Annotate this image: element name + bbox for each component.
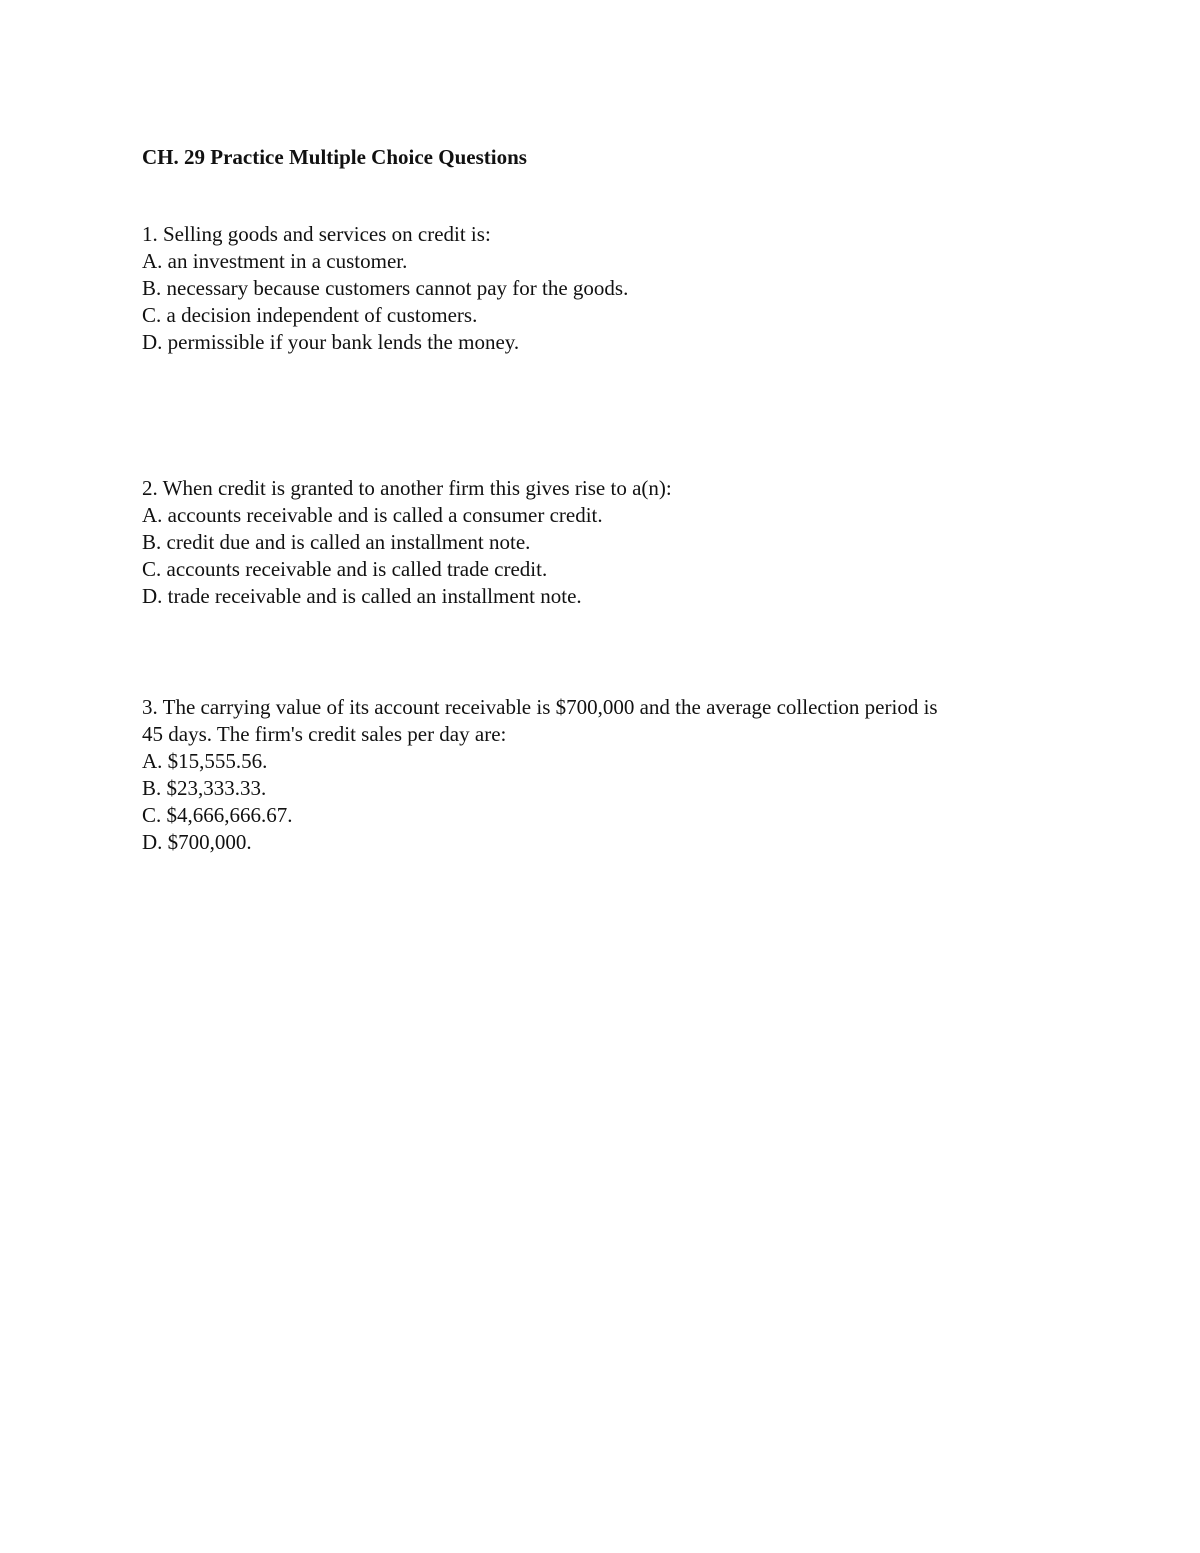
option-a: A. an investment in a customer. — [142, 249, 408, 273]
option-d: D. permissible if your bank lends the money. — [142, 330, 520, 354]
option-b: B. necessary because customers cannot pay for the goods. — [142, 276, 629, 300]
question-stem: 2. When credit is granted to another firm this gives rise to a(n): — [142, 476, 672, 500]
option-a: A. accounts receivable and is called a consumer credit. — [142, 503, 603, 527]
option-d: D. $700,000. — [142, 830, 252, 854]
option-c: C. $4,666,666.67. — [142, 803, 293, 827]
question-stem-line-2: 45 days. The firm's credit sales per day are: — [142, 722, 507, 746]
question-stem-line-1: 3. The carrying value of its account receivable is $700,000 and the average collection period is — [142, 695, 938, 719]
question-2 — [142, 475, 1042, 610]
question-stem: 1. Selling goods and services on credit is: — [142, 222, 491, 246]
option-a: A. $15,555.56. — [142, 749, 268, 773]
question-3 — [142, 694, 1042, 856]
option-b: B. credit due and is called an installment note. — [142, 530, 531, 554]
option-c: C. accounts receivable and is called trade credit. — [142, 557, 548, 581]
page-title: CH. 29 Practice Multiple Choice Questions — [142, 145, 527, 169]
question-1 — [142, 221, 1042, 356]
option-c: C. a decision independent of customers. — [142, 303, 478, 327]
option-b: B. $23,333.33. — [142, 776, 267, 800]
option-d: D. trade receivable and is called an installment note. — [142, 584, 582, 608]
